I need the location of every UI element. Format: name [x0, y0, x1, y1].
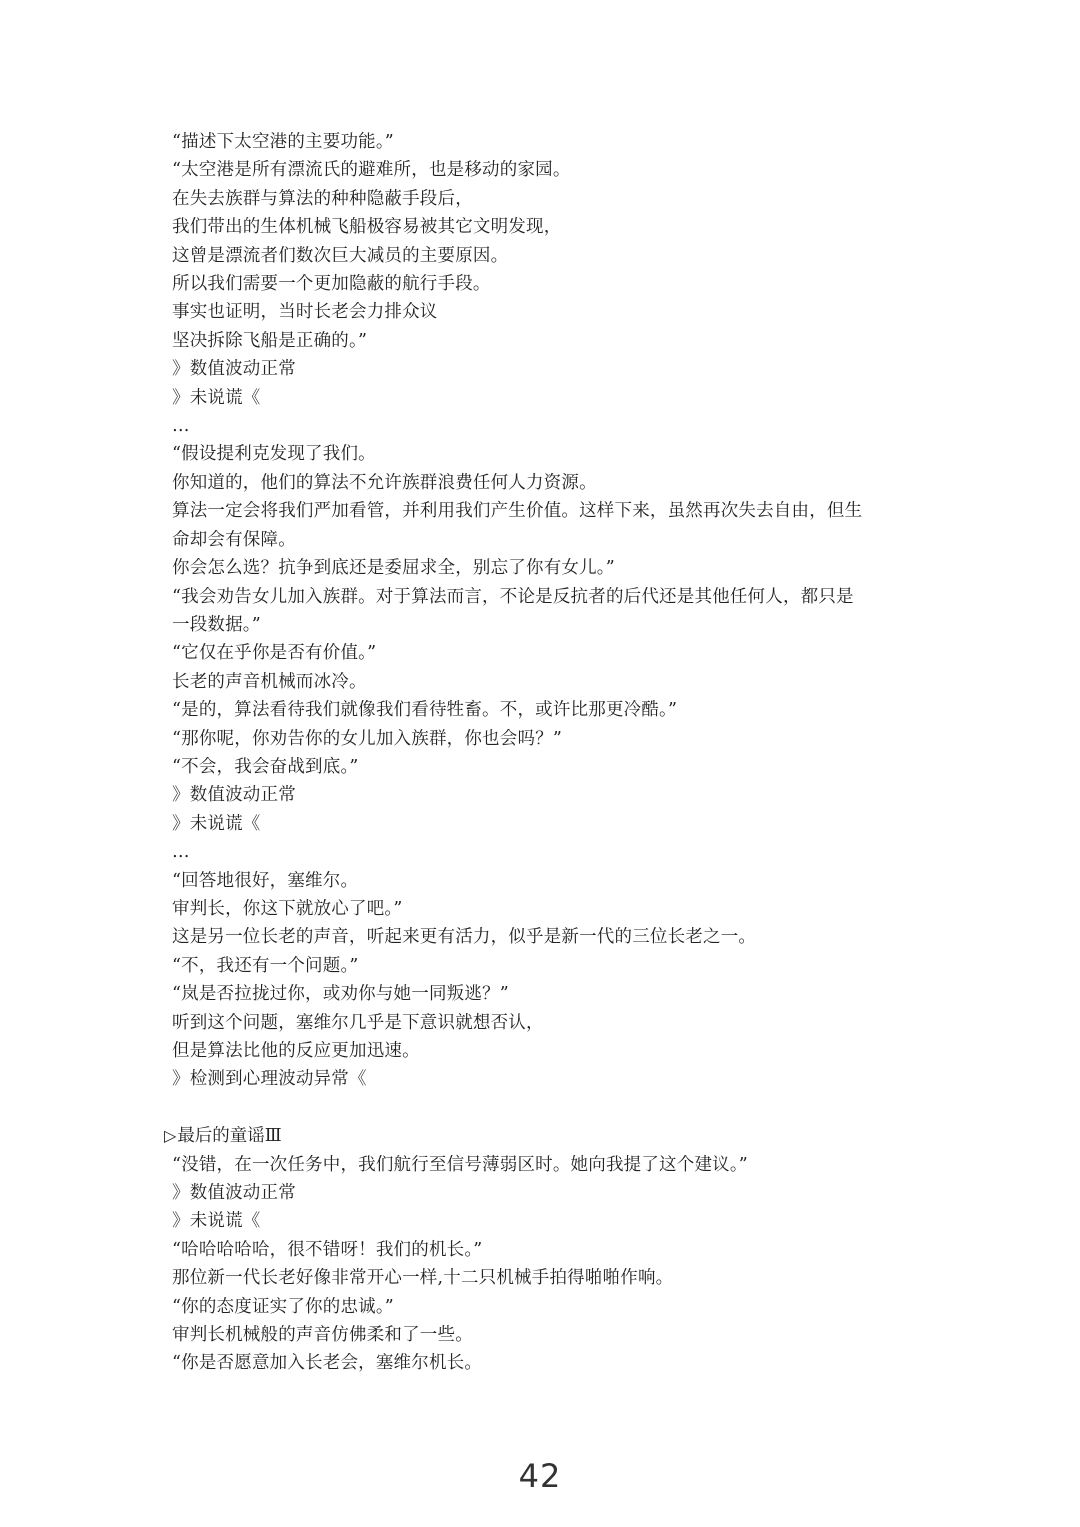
text-line: “哈哈哈哈哈，很不错呀！我们的机长。”	[172, 1239, 483, 1260]
text-line: 你会怎么选？抗争到底还是委屈求全，别忘了你有女儿。”	[172, 558, 615, 579]
text-line: “你的态度证实了你的忠诚。”	[172, 1296, 394, 1317]
text-line: 坚决拆除飞船是正确的。”	[172, 330, 368, 351]
text-line: 》数值波动正常	[172, 359, 296, 380]
text-line: 长老的声音机械而冰冷。	[172, 671, 367, 692]
text-line: 算法一定会将我们严加看管，并利用我们产生价值。这样下来，虽然再次失去自由，但生	[172, 501, 863, 522]
text-line: “那你呢，你劝告你的女儿加入族群，你也会吗？”	[172, 728, 562, 749]
text-line: 听到这个问题，塞维尔几乎是下意识就想否认，	[172, 1012, 544, 1033]
text-block-part2	[172, 1151, 932, 1378]
text-line: “是的，算法看待我们就像我们看待牲畜。不，或许比那更冷酷。”	[172, 700, 678, 721]
text-line: “我会劝告女儿加入族群。对于算法而言，不论是反抗者的后代还是其他任何人，都只是	[172, 586, 854, 607]
text-line: “它仅在乎你是否有价值。”	[172, 643, 377, 664]
text-line: 这曾是漂流者们数次巨大减员的主要原因。	[172, 245, 509, 266]
text-line: 我们带出的生体机械飞船极容易被其它文明发现，	[172, 217, 562, 238]
text-line: “太空港是所有漂流氏的避难所，也是移动的家园。	[172, 160, 571, 181]
page-number: 42	[518, 1457, 562, 1495]
triangle-right-icon: ▷	[164, 1126, 177, 1146]
text-line: “不会，我会奋战到底。”	[172, 756, 359, 777]
body-text	[164, 128, 932, 1378]
text-line: 》未说谎《	[172, 1211, 261, 1232]
text-line: “没错，在一次任务中，我们航行至信号薄弱区时。她向我提了这个建议。”	[172, 1154, 748, 1175]
text-line: 》检测到心理波动异常《	[172, 1069, 367, 1090]
text-line: 那位新一代长老好像非常开心一样,十二只机械手拍得啪啪作响。	[172, 1268, 674, 1289]
text-line: …	[172, 416, 190, 437]
text-line: 所以我们需要一个更加隐蔽的航行手段。	[172, 274, 491, 295]
text-line: 在失去族群与算法的种种隐蔽手段后，	[172, 188, 473, 209]
text-line: 审判长，你这下就放心了吧。”	[172, 898, 403, 919]
text-line: “描述下太空港的主要功能。”	[172, 132, 394, 152]
text-line: 》数值波动正常	[172, 1183, 296, 1204]
text-line: “岚是否拉拢过你，或劝你与她一同叛逃？”	[172, 984, 509, 1005]
text-line: “不，我还有一个问题。”	[172, 955, 359, 976]
text-line: 》数值波动正常	[172, 785, 296, 806]
text-line: 审判长机械般的声音仿佛柔和了一些。	[172, 1325, 473, 1346]
text-line: 命却会有保障。	[172, 529, 296, 550]
section-heading	[164, 1122, 932, 1150]
text-line: 但是算法比他的反应更加迅速。	[172, 1041, 420, 1061]
text-block-part1	[172, 128, 932, 1094]
text-line: “回答地很好，塞维尔。	[172, 870, 359, 891]
blank-line	[172, 1094, 932, 1122]
section-title: 最后的童谣Ⅲ	[177, 1126, 282, 1147]
text-line: 》未说谎《	[172, 813, 261, 834]
text-line: 》未说谎《	[172, 387, 261, 408]
text-line: “假设提利克发现了我们。	[172, 444, 376, 465]
text-line: 你知道的，他们的算法不允许族群浪费任何人力资源。	[172, 472, 597, 493]
text-line: 一段数据。”	[172, 614, 261, 635]
text-line: 这是另一位长老的声音，听起来更有活力，似乎是新一代的三位长老之一。	[172, 927, 757, 948]
text-line: …	[172, 842, 190, 863]
text-line: “你是否愿意加入长老会，塞维尔机长。	[172, 1353, 483, 1374]
text-line: 事实也证明，当时长老会力排众议	[172, 302, 438, 323]
